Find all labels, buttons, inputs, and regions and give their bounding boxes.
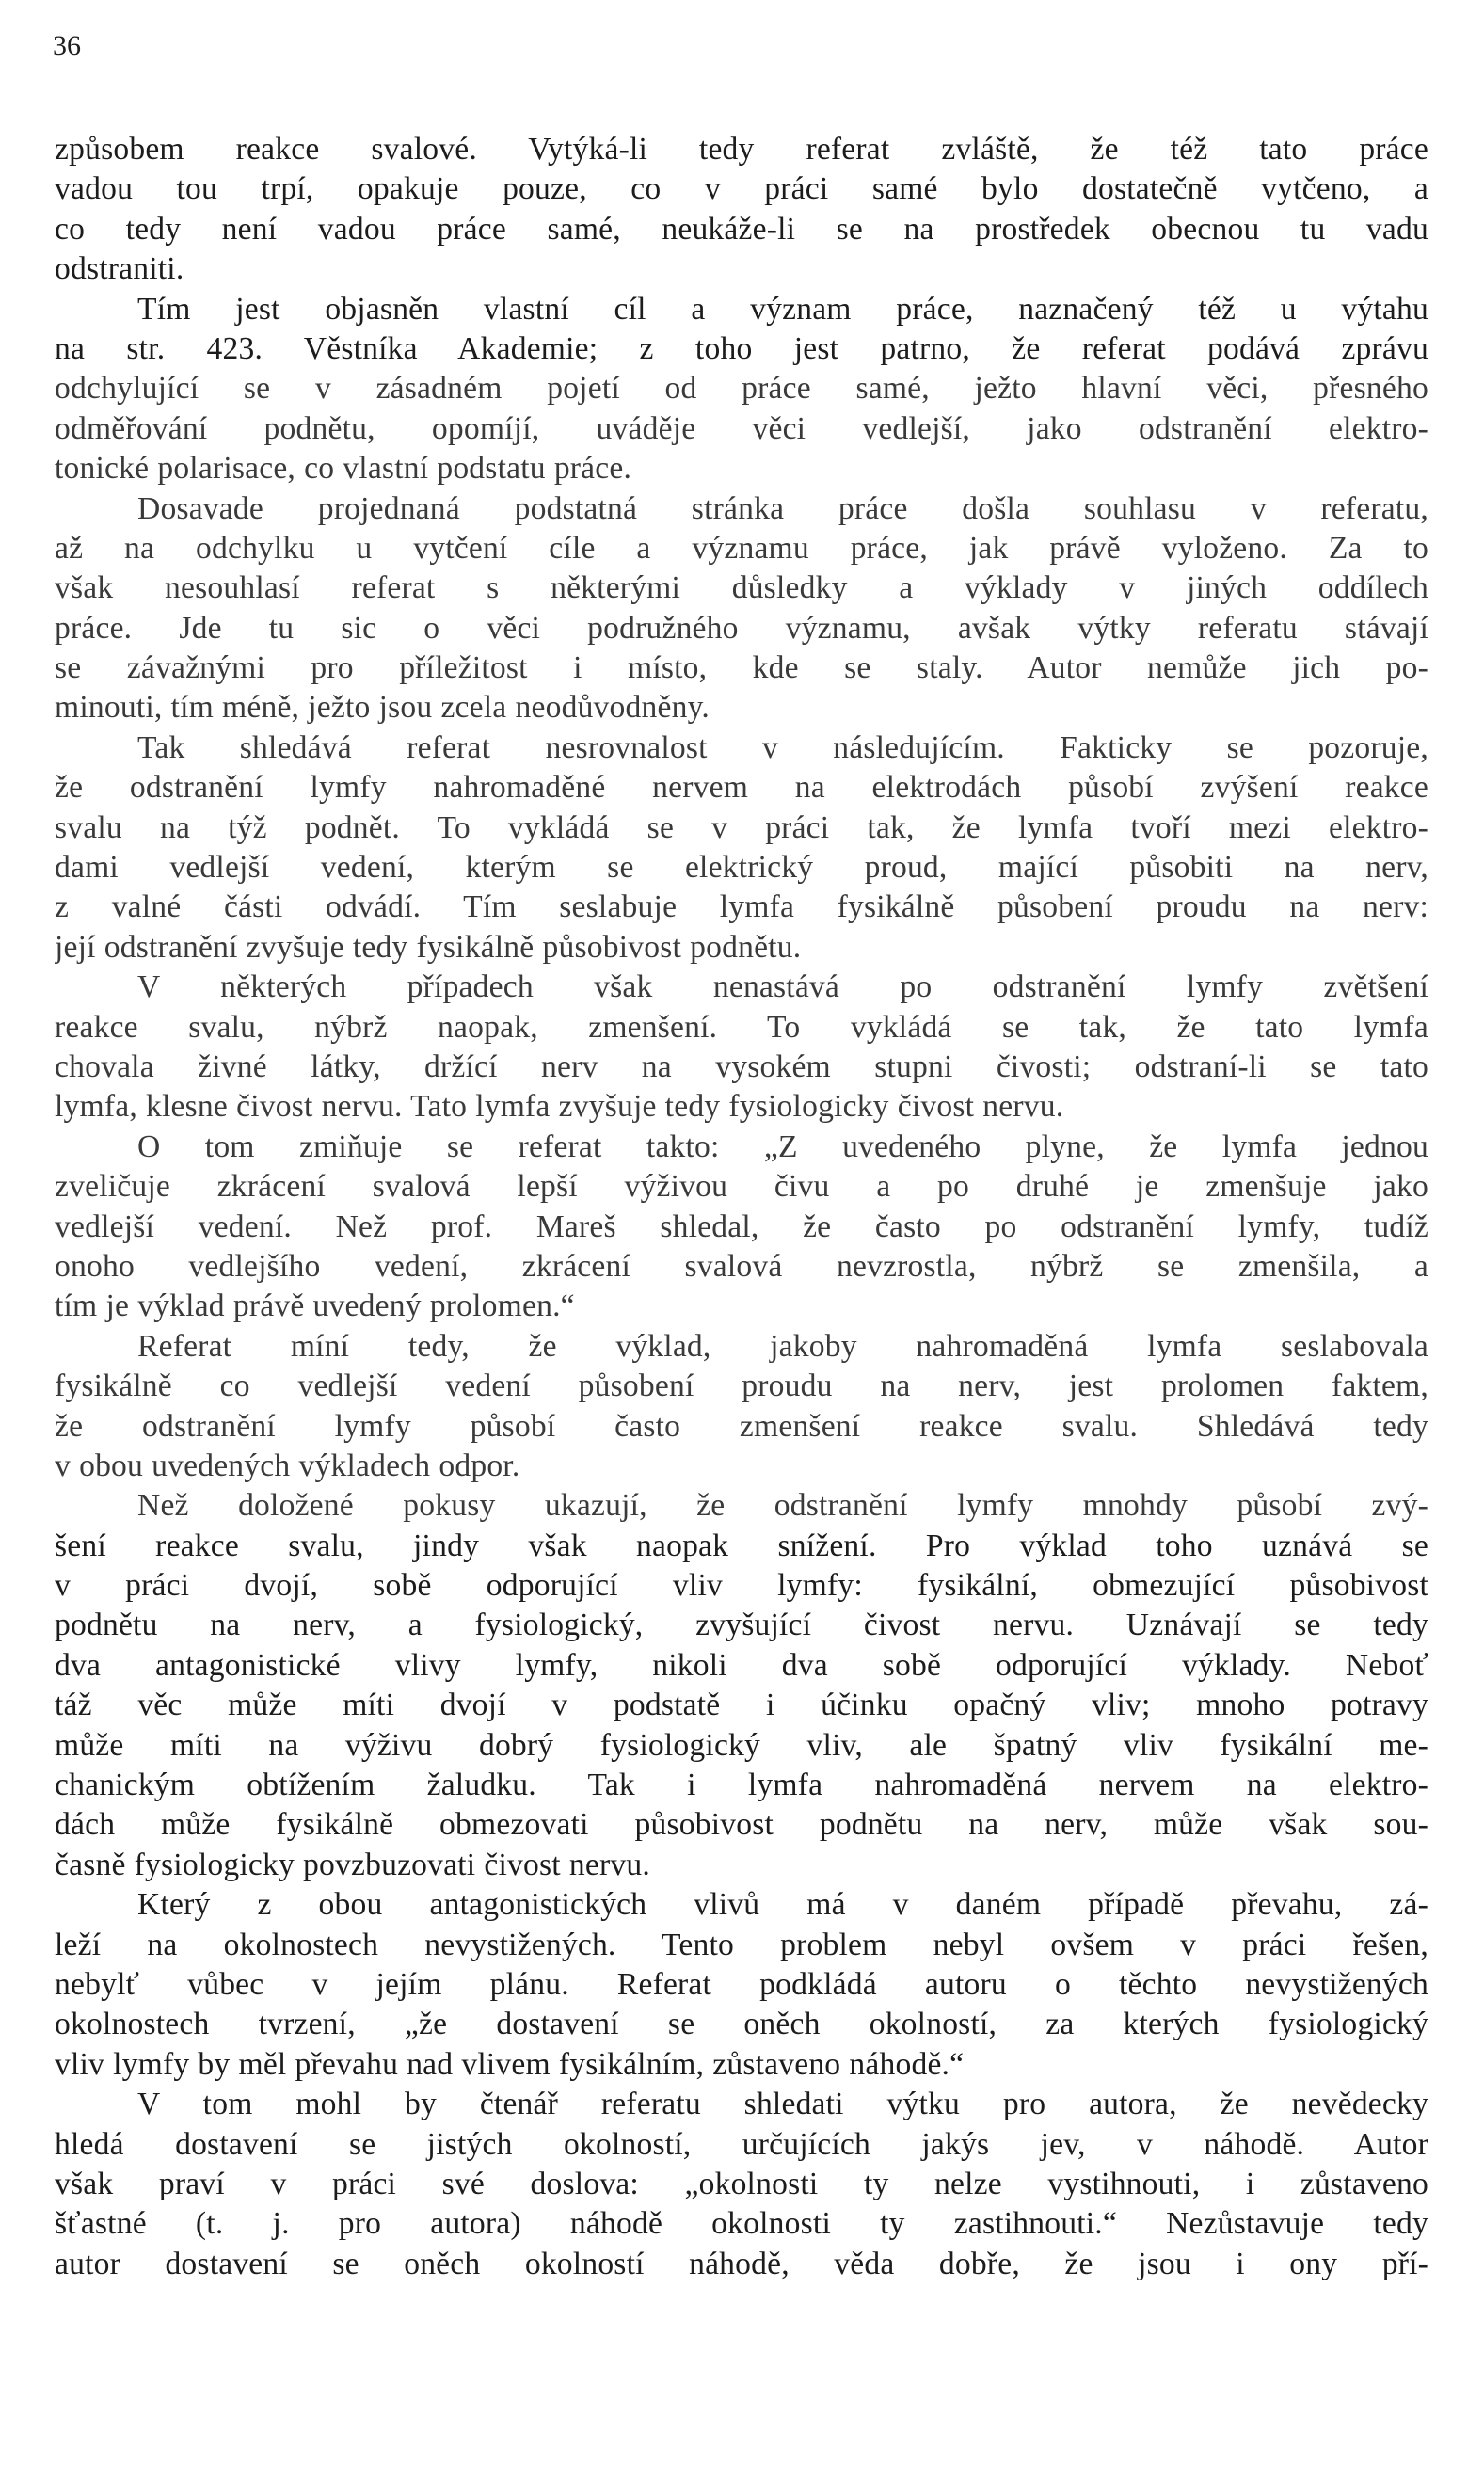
paragraph-first-line: Referat míní tedy, že výklad, jakoby nahromaděná lymfa seslabovala bbox=[137, 1328, 1428, 1364]
paragraph-first-line: O tom zmiňuje se referat takto: „Z uvedeného plyne, že lymfa jednou bbox=[137, 1128, 1428, 1164]
text-line: v práci dvojí, sobě odporující vliv lymfy: fysikální, obmezující působivost bbox=[55, 1568, 1428, 1604]
paragraph-first-line: Než doložené pokusy ukazují, že odstranění lymfy mnohdy působí zvý- bbox=[137, 1488, 1428, 1524]
text-line: tím je výklad právě uvedený prolomen.“ bbox=[55, 1288, 575, 1324]
paragraph-first-line: Tím jest objasněn vlastní cíl a význam práce, naznačený též u výtahu bbox=[137, 291, 1428, 327]
text-line: onoho vedlejšího vedení, zkrácení svalová nevzrostla, nýbrž se zmenšila, a bbox=[55, 1248, 1428, 1284]
text-line: autor dostavení se oněch okolností náhodě, věda dobře, že jsou i ony pří- bbox=[55, 2246, 1428, 2281]
text-line: leží na okolnostech nevystižených. Tento problem nebyl ovšem v práci řešen, bbox=[55, 1927, 1428, 1962]
text-line: hledá dostavení se jistých okolností, určujících jakýs jev, v náhodě. Autor bbox=[55, 2126, 1428, 2162]
text-line: její odstranění zvyšuje tedy fysikálně působivost podnětu. bbox=[55, 929, 802, 965]
text-line: chovala živné látky, držící nerv na vysokém stupni čivosti; odstraní-li se tato bbox=[55, 1048, 1428, 1084]
text-line: nebylť vůbec v jejím plánu. Referat podkládá autoru o těchto nevystižených bbox=[55, 1966, 1428, 2002]
text-line: dva antagonistické vlivy lymfy, nikoli dva sobě odporující výklady. Neboť bbox=[55, 1647, 1428, 1683]
text-line: však nesouhlasí referat s některými důsledky a výklady v jiných oddílech bbox=[55, 570, 1428, 606]
text-line: okolnostech tvrzení, „že dostavení se oněch okolností, za kterých fysiologický bbox=[55, 2007, 1428, 2042]
text-line: vadou tou trpí, opakuje pouze, co v práci samé bylo dostatečně vytčeno, a bbox=[55, 171, 1428, 207]
text-line: co tedy není vadou práce samé, neukáže-li se na prostředek obecnou tu vadu bbox=[55, 211, 1428, 247]
paragraph-first-line: Tak shledává referat nesrovnalost v následujícím. Fakticky se pozoruje, bbox=[137, 729, 1428, 765]
text-line: že odstranění lymfy nahromaděné nervem na elektrodách působí zvýšení reakce bbox=[55, 770, 1428, 806]
text-line: vedlejší vedení. Než prof. Mareš shledal, že často po odstranění lymfy, tudíž bbox=[55, 1208, 1428, 1244]
text-line: dami vedlejší vedení, kterým se elektrický proud, mající působiti na nerv, bbox=[55, 850, 1428, 886]
text-line: v obou uvedených výkladech odpor. bbox=[55, 1448, 520, 1483]
text-line: reakce svalu, nýbrž naopak, zmenšení. To vykládá se tak, že tato lymfa bbox=[55, 1009, 1428, 1045]
text-line: svalu na týž podnět. To vykládá se v práci tak, že lymfa tvoří mezi elektro- bbox=[55, 809, 1428, 845]
text-line: z valné části odvádí. Tím seslabuje lymfa fysikálně působení proudu na nerv: bbox=[55, 889, 1428, 925]
text-line: podnětu na nerv, a fysiologický, zvyšující čivost nervu. Uznávají se tedy bbox=[55, 1608, 1428, 1643]
paragraph-first-line: Dosavade projednaná podstatná stránka práce došla souhlasu v referatu, bbox=[137, 490, 1428, 526]
paragraph-first-line: V tom mohl by čtenář referatu shledati výtku pro autora, že nevědecky bbox=[137, 2087, 1428, 2122]
text-line: dách může fysikálně obmezovati působivost podnětu na nerv, může však sou- bbox=[55, 1807, 1428, 1843]
page-number: 36 bbox=[53, 30, 81, 61]
text-line: že odstranění lymfy působí často zmenšení reakce svalu. Shledává tedy bbox=[55, 1408, 1428, 1444]
text-line: až na odchylku u vytčení cíle a významu práce, jak právě vyloženo. Za to bbox=[55, 530, 1428, 566]
text-line: však praví v práci své doslova: „okolnosti ty nelze vystihnouti, i zůstaveno bbox=[55, 2166, 1428, 2201]
text-line: chanickým obtížením žaludku. Tak i lymfa nahromaděná nervem na elektro- bbox=[55, 1768, 1428, 1803]
body-text bbox=[55, 130, 1428, 2284]
text-line: odměřování podnětu, opomíjí, uváděje věci vedlejší, jako odstranění elektro- bbox=[55, 410, 1428, 446]
text-line: odstraniti. bbox=[55, 251, 184, 287]
paragraph-first-line: Který z obou antagonistických vlivů má v daném případě převahu, zá- bbox=[137, 1887, 1428, 1923]
text-line: zveličuje zkrácení svalová lepší výživou čivu a po druhé je zmenšuje jako bbox=[55, 1169, 1428, 1205]
text-line: šení reakce svalu, jindy však naopak snížení. Pro výklad toho uznává se bbox=[55, 1528, 1428, 1563]
text-line: minouti, tím méně, ježto jsou zcela neodůvodněny. bbox=[55, 690, 710, 726]
text-line: lymfa, klesne čivost nervu. Tato lymfa zvyšuje tedy fysiologicky čivost nervu. bbox=[55, 1089, 1064, 1125]
text-line: vliv lymfy by měl převahu nad vlivem fysikálním, zůstaveno náhodě.“ bbox=[55, 2046, 965, 2082]
text-line: šťastné (t. j. pro autora) náhodě okolnosti ty zastihnouti.“ Nezůstavuje tedy bbox=[55, 2206, 1428, 2242]
text-line: odchylující se v zásadném pojetí od práce samé, ježto hlavní věci, přesného bbox=[55, 371, 1428, 407]
text-line: fysikálně co vedlejší vedení působení proudu na nerv, jest prolomen faktem, bbox=[55, 1368, 1428, 1404]
text-line: práce. Jde tu sic o věci podružného významu, avšak výtky referatu stávají bbox=[55, 610, 1428, 646]
text-line: může míti na výživu dobrý fysiologický vliv, ale špatný vliv fysikální me- bbox=[55, 1727, 1428, 1763]
text-line: na str. 423. Věstníka Akademie; z toho jest patrno, že referat podává zprávu bbox=[55, 330, 1428, 366]
paragraph-first-line: V některých případech však nenastává po odstranění lymfy zvětšení bbox=[137, 969, 1428, 1005]
text-line: způsobem reakce svalové. Vytýká-li tedy referat zvláště, že též tato práce bbox=[55, 132, 1428, 167]
text-line: tonické polarisace, co vlastní podstatu práce. bbox=[55, 451, 632, 487]
text-line: táž věc může míti dvojí v podstatě i účinku opačný vliv; mnoho potravy bbox=[55, 1688, 1428, 1723]
text-line: se závažnými pro příležitost i místo, kde se staly. Autor nemůže jich po- bbox=[55, 650, 1428, 686]
text-line: časně fysiologicky povzbuzovati čivost nervu. bbox=[55, 1847, 650, 1882]
